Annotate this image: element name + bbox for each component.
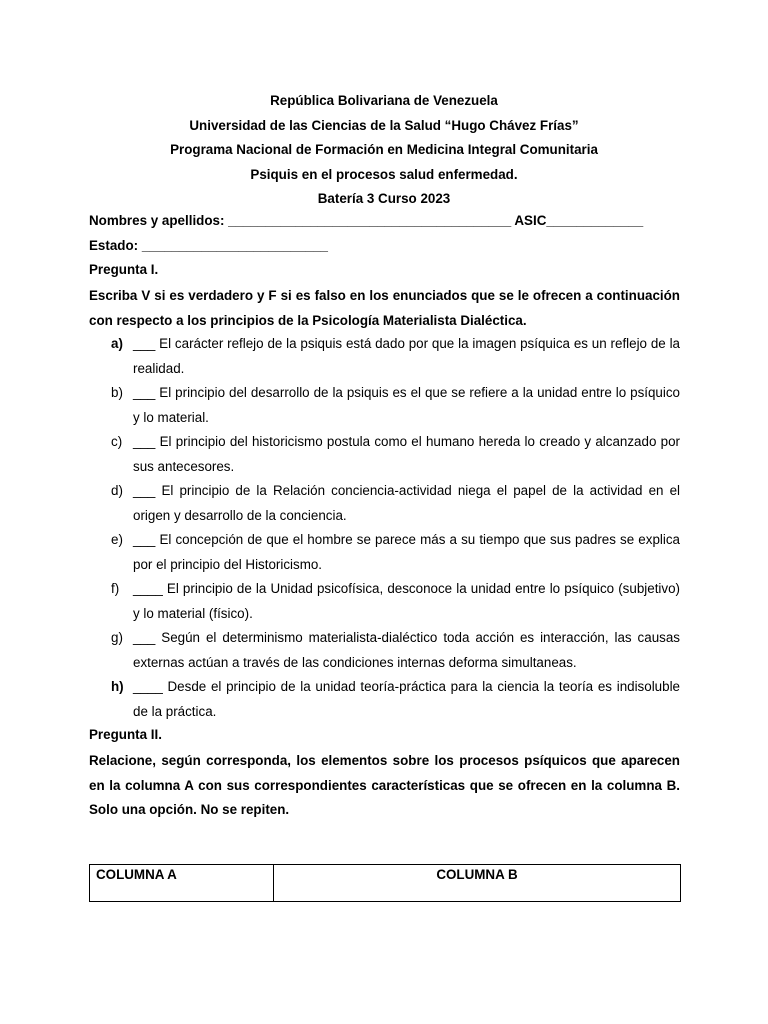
item-text: ____ Desde el principio de la unidad teoría-práctica para la ciencia la teoría es indisoluble de la práctica. [133,679,680,719]
list-item [89,479,680,528]
item-text: ___ Según el determinismo materialista-dialéctico toda acción es interacción, las causas externas actúan a través de las condiciones internas deforma simultaneas. [133,630,680,670]
column-b-header: COLUMNA B [274,865,681,902]
item-marker: h) [111,679,124,694]
question-1-instruction: Escriba V si es verdadero y F si es falso en los enunciados que se le ofrecen a continuación con respecto a los principios de la Psicología Materialista Dialéctica. [89,288,680,328]
list-item [89,675,680,724]
list-item [89,332,680,381]
item-text: ___ El carácter reflejo de la psiquis está dado por que la imagen psíquica es un reflejo de la realidad. [133,336,680,376]
header-battery: Batería 3 Curso 2023 [317,191,451,206]
item-marker: b) [111,385,123,400]
header-program: Programa Nacional de Formación en Medicina Integral Comunitaria [170,142,598,157]
item-text: ___ El principio del desarrollo de la psiquis es el que se refiere a la unidad entre lo psíquico y lo material. [133,385,680,425]
item-text: ___ El principio de la Relación conciencia-actividad niega el papel de la actividad en el origen y desarrollo de la conciencia. [133,483,680,523]
item-text: ___ El concepción de que el hombre se parece más a su tiempo que sus padres se explica por el principio del Historicismo. [133,532,680,572]
item-marker: e) [111,532,123,547]
document-header [0,89,768,212]
list-item [89,430,680,479]
columns-table [89,864,681,902]
item-marker: a) [111,336,123,351]
table-row [90,865,681,902]
item-text: ___ El principio del historicismo postula como el humano hereda lo creado y alcanzado por sus antecesores. [133,434,680,474]
header-university: Universidad de las Ciencias de la Salud “Hugo Chávez Frías” [189,117,579,133]
item-marker: c) [111,434,123,449]
item-marker: f) [111,581,120,596]
item-marker: d) [111,483,123,498]
column-a-header: COLUMNA A [90,865,274,902]
header-country: República Bolivariana de Venezuela [270,93,498,108]
list-item [89,577,680,626]
question-2-instruction: Relacione, según corresponda, los elementos sobre los procesos psíquicos que aparecen en la columna A con sus correspondientes características que se ofrecen en la columna B. Solo una opción. No se repiten. [89,753,680,817]
list-item [89,626,680,675]
header-subject: Psiquis en el procesos salud enfermedad. [250,166,518,182]
name-field-line: Nombres y apellidos: ______________________________________ ASIC_____________ [89,213,644,228]
state-field-line: Estado: _________________________ [89,238,329,253]
list-item [89,381,680,430]
question-2-title: Pregunta II. [89,727,162,742]
item-marker: g) [111,630,123,645]
list-item [89,528,680,577]
question-1-title: Pregunta I. [89,262,159,277]
item-text: ____ El principio de la Unidad psicofísica, desconoce la unidad entre lo psíquico (subjetivo) y lo material (físico). [133,581,680,621]
